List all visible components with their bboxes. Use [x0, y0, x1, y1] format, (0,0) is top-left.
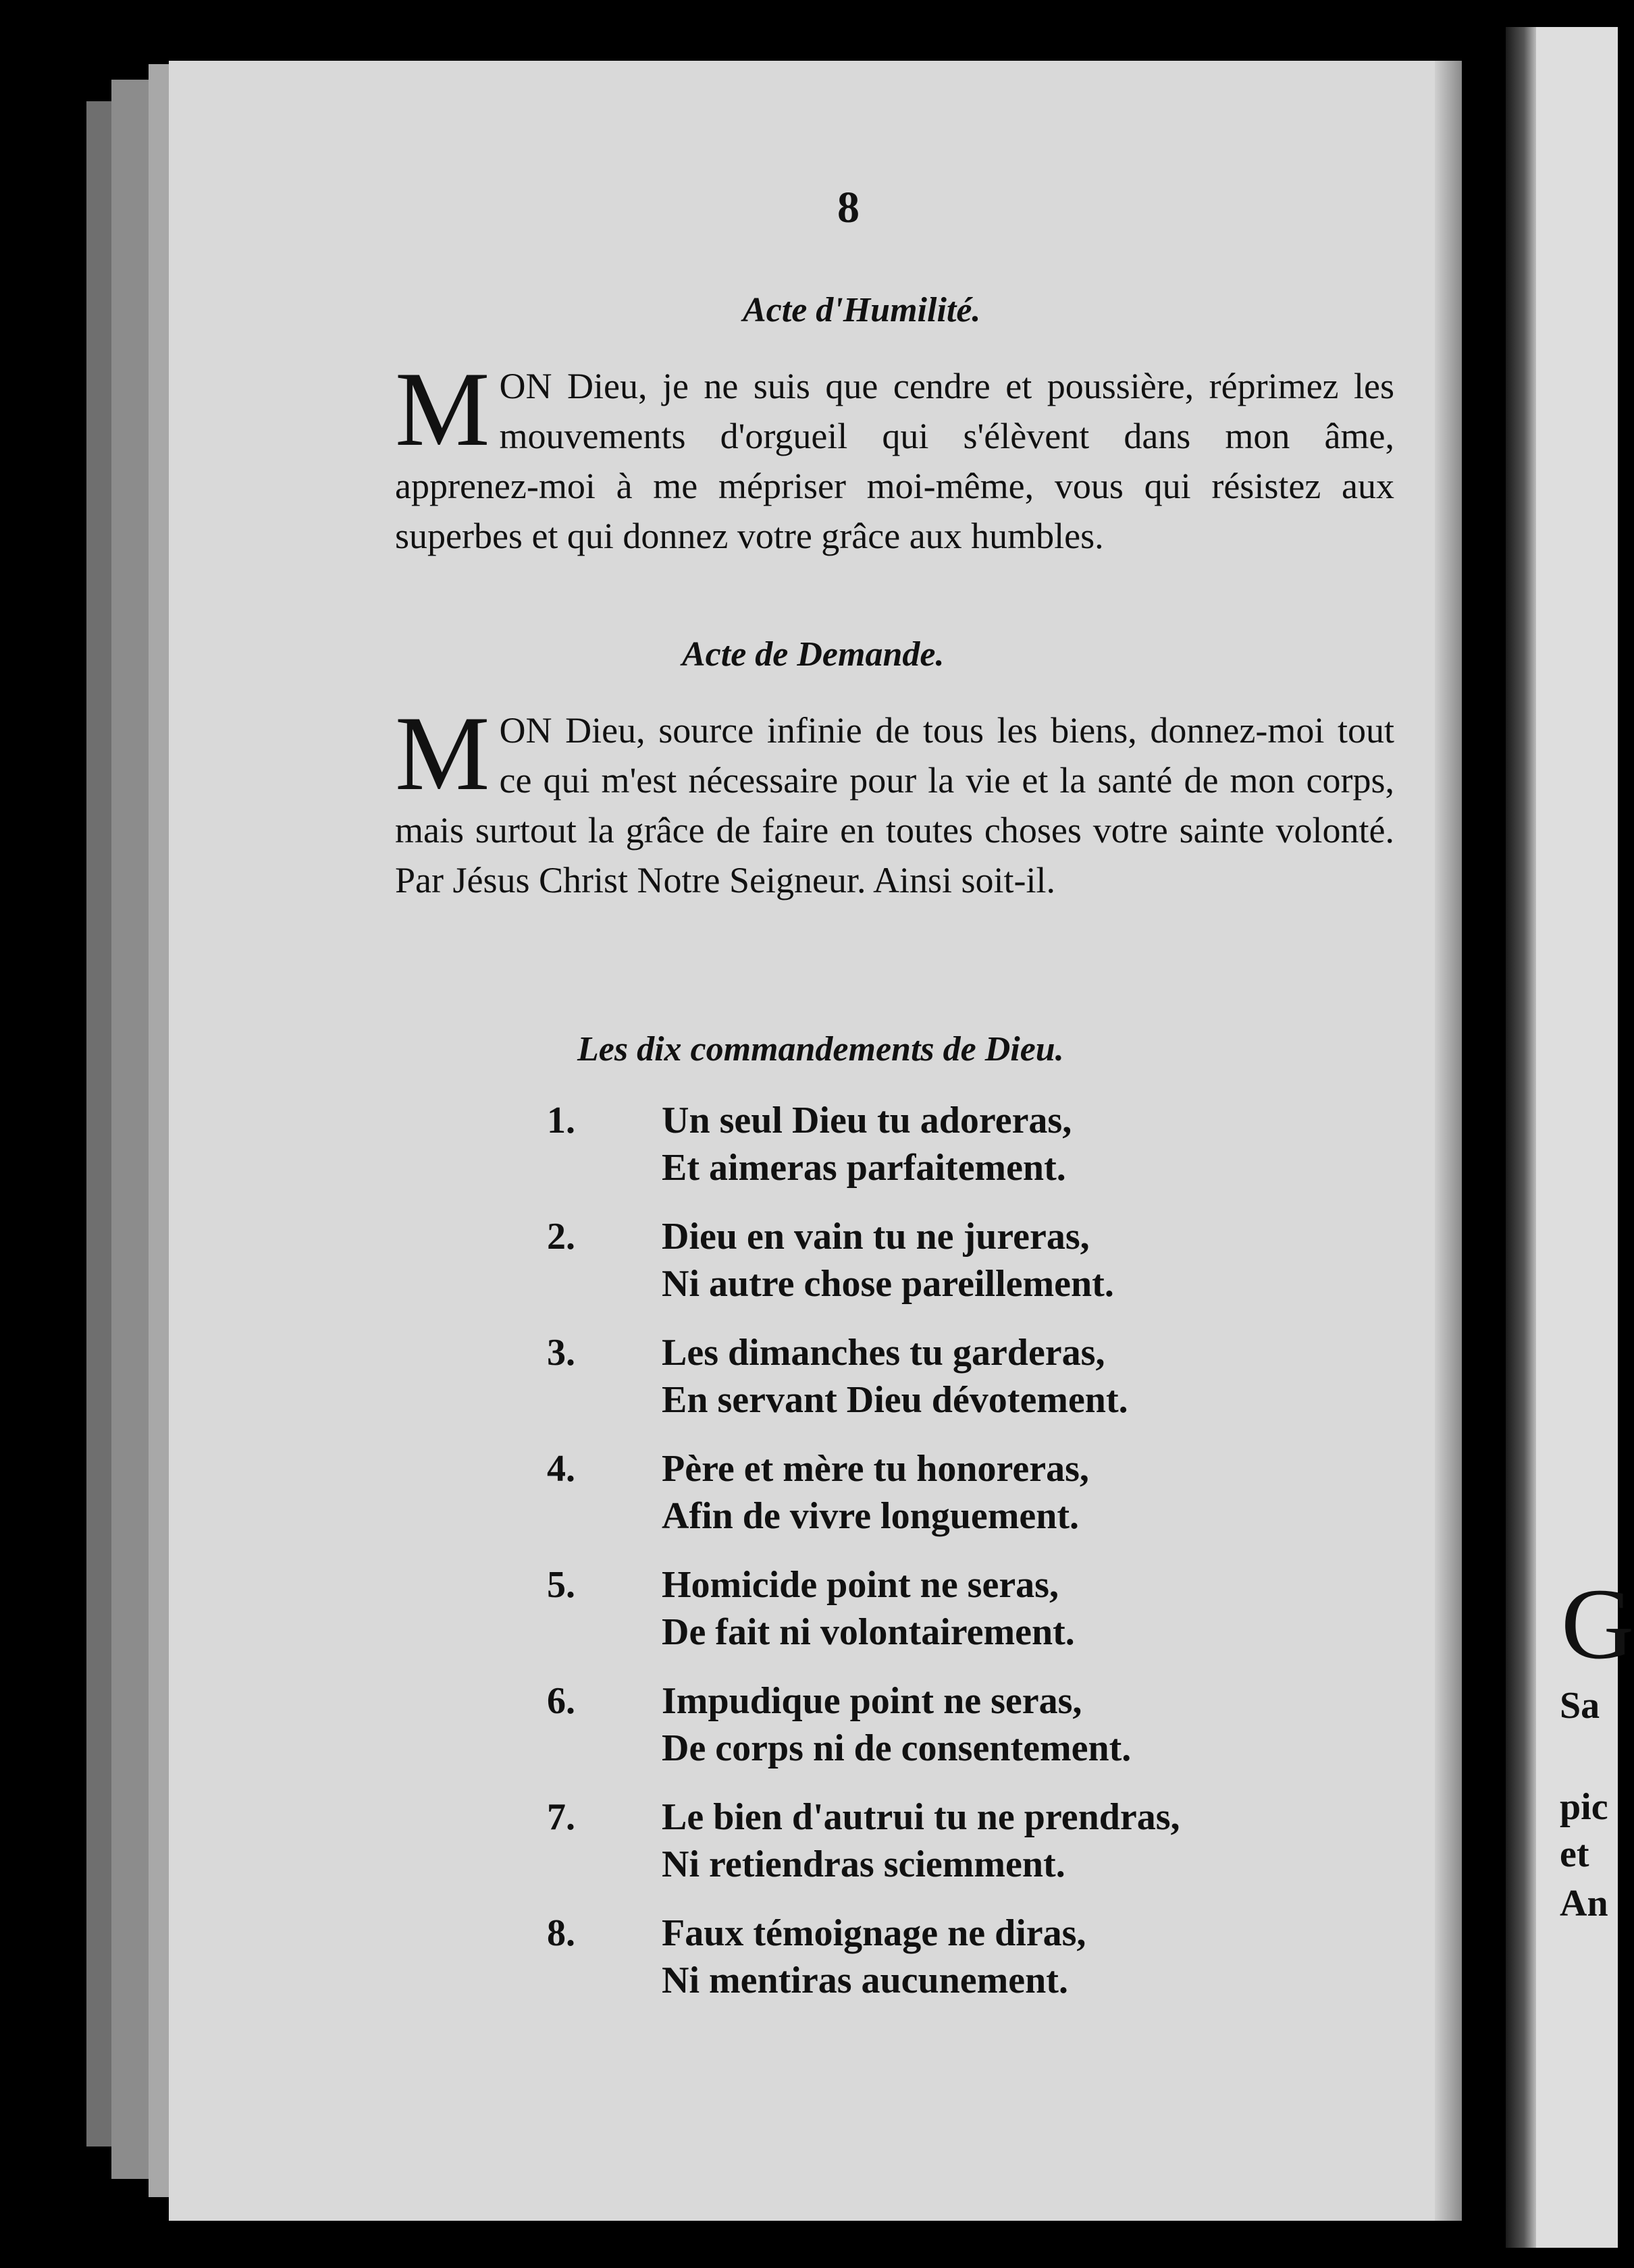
adjacent-page-fragment: An [1560, 1883, 1608, 1924]
item-line-2: Afin de vivre longuement. [662, 1495, 1080, 1537]
item-line-2: Et aimeras parfaitement. [662, 1147, 1066, 1189]
paragraph-acte-humilite [395, 350, 1395, 561]
list-item [547, 1561, 1425, 1677]
item-number: 2. [547, 1216, 575, 1258]
list-item [547, 1097, 1425, 1213]
item-number: 7. [547, 1796, 575, 1838]
page-binding-shadow [1435, 61, 1462, 2221]
heading-commandements: Les dix commandements de Dieu. [577, 1030, 1064, 1069]
paragraph-text: Dieu, source infinie de tous les biens, donnez-moi tout ce qui m'est nécessaire pour la vie et la santé de mon corps, mais surtout la grâce de faire en toutes choses votre sainte volonté. Par Jésus Christ Notre Seigneur. Ainsi soit-il. [395, 710, 1394, 900]
list-item [547, 1445, 1425, 1561]
item-line-1: Le bien d'autrui tu ne prendras, [662, 1796, 1180, 1838]
adjacent-page-fragment: Sa [1560, 1685, 1600, 1727]
item-line-1: Père et mère tu honoreras, [662, 1448, 1089, 1490]
adjacent-page-big-letter: G [1561, 1568, 1634, 1680]
drop-cap-continuation: ON [499, 366, 552, 406]
drop-cap: M [395, 350, 490, 468]
drop-cap: M [395, 695, 490, 813]
item-line-2: De corps ni de consentement. [662, 1727, 1132, 1769]
item-line-1: Homicide point ne seras, [662, 1564, 1059, 1606]
page-number: 8 [837, 183, 860, 232]
page-gutter [1506, 27, 1536, 2248]
item-line-1: Les dimanches tu garderas, [662, 1332, 1105, 1374]
paragraph-acte-demande [395, 695, 1394, 905]
item-line-2: Ni autre chose pareillement. [662, 1263, 1114, 1305]
item-line-2: Ni mentiras aucunement. [662, 1960, 1068, 2001]
item-line-2: En servant Dieu dévotement. [662, 1379, 1128, 1421]
item-line-1: Un seul Dieu tu adoreras, [662, 1100, 1072, 1141]
adjacent-page-fragment: et [1560, 1833, 1589, 1875]
heading-acte-humilite: Acte d'Humilité. [743, 291, 981, 329]
list-item [547, 1329, 1425, 1445]
item-number: 6. [547, 1680, 575, 1722]
item-number: 3. [547, 1332, 575, 1374]
item-number: 8. [547, 1912, 575, 1954]
list-item [547, 1910, 1425, 2026]
commandments-list [547, 1097, 1425, 2026]
paragraph-text: Dieu, je ne suis que cendre et poussière, réprimez les mouvements d'orgueil qui s'élèvent dans mon âme, apprenez-moi à me mépriser moi-même, vous qui résistez aux superbes et qui donnez votre grâce aux humbles. [395, 366, 1395, 556]
list-item [547, 1213, 1425, 1329]
item-number: 4. [547, 1448, 575, 1490]
item-number: 1. [547, 1100, 575, 1141]
heading-acte-demande: Acte de Demande. [682, 635, 945, 674]
adjacent-page [1506, 27, 1634, 2248]
item-line-2: Ni retiendras sciemment. [662, 1843, 1065, 1885]
adjacent-page-fragment: pic [1560, 1786, 1608, 1828]
item-line-2: De fait ni volontairement. [662, 1611, 1075, 1653]
item-line-1: Faux témoignage ne diras, [662, 1912, 1086, 1954]
item-line-1: Dieu en vain tu ne jureras, [662, 1216, 1090, 1258]
list-item [547, 1677, 1425, 1793]
drop-cap-continuation: ON [499, 710, 552, 751]
item-number: 5. [547, 1564, 575, 1606]
item-line-1: Impudique point ne seras, [662, 1680, 1082, 1722]
list-item [547, 1793, 1425, 1910]
